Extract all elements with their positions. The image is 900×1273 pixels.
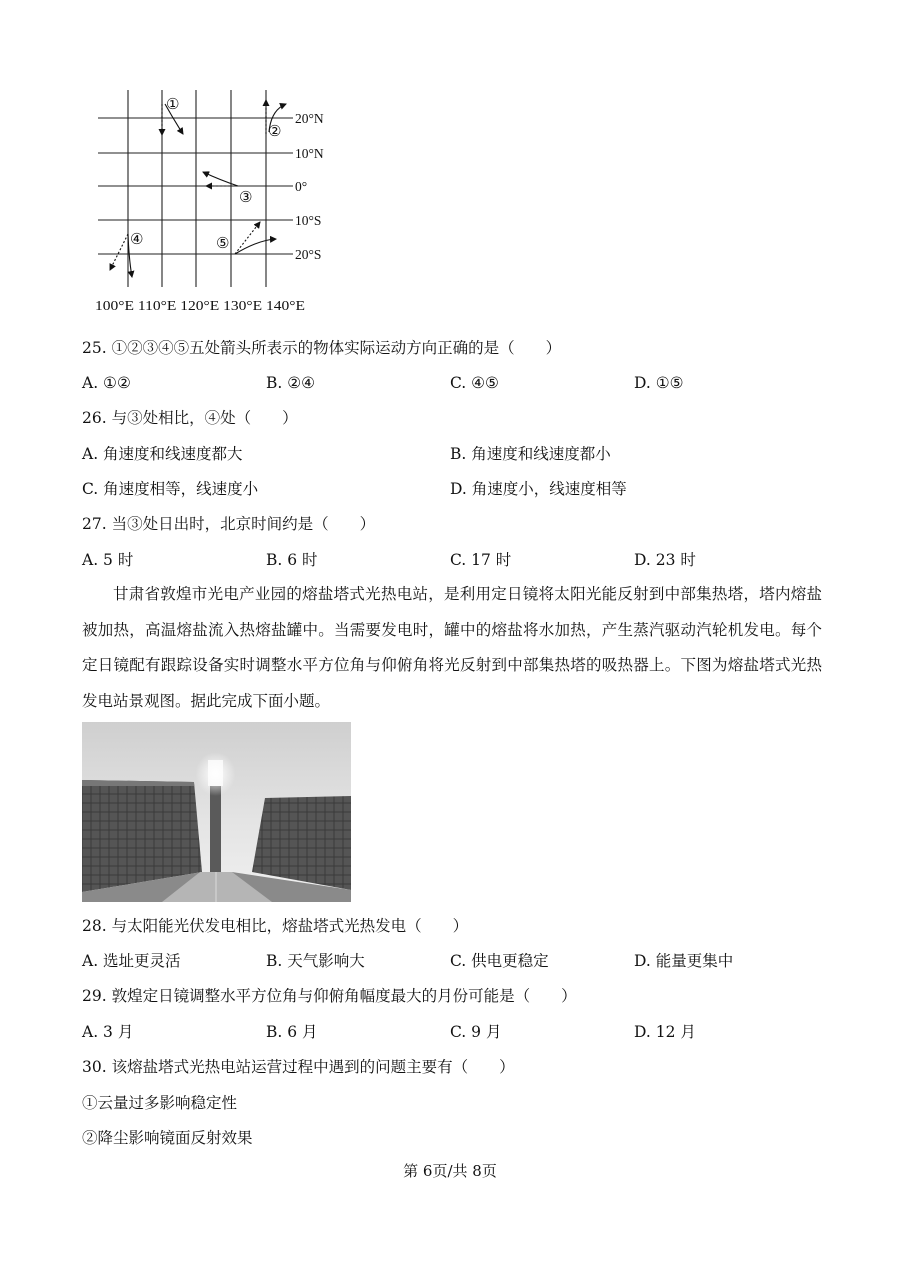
q27-option-a: A. 5 时: [82, 551, 134, 569]
solar-tower-photo: [82, 722, 351, 902]
lat-label-20s: 20°S: [295, 247, 322, 262]
q26-option-d: D. 角速度小，线速度相等: [450, 480, 627, 498]
marker-5: ⑤: [216, 234, 230, 252]
q27-option-d: D. 23 时: [634, 551, 696, 569]
marker-3: ③: [239, 188, 253, 206]
q29-option-c: C. 9 月: [450, 1023, 502, 1041]
q29-option-a: A. 3 月: [82, 1023, 134, 1041]
q29-option-d: D. 12 月: [634, 1023, 696, 1041]
q29-option-b: B. 6 月: [266, 1023, 318, 1041]
q28-stem: 28. 与太阳能光伏发电相比，熔盐塔式光热发电（ ）: [82, 917, 469, 935]
lat-label-20n: 20°N: [295, 111, 324, 126]
q27-option-b: B. 6 时: [266, 551, 318, 569]
q28-option-a: A. 选址更灵活: [82, 952, 181, 970]
q26-option-a: A. 角速度和线速度都大: [82, 445, 243, 463]
lat-label-10s: 10°S: [295, 213, 322, 228]
q25-option-a: A. ①②: [82, 374, 131, 392]
marker-2: ②: [268, 122, 282, 140]
page-number-footer: 第 6页/共 8页: [403, 1162, 497, 1180]
lat-lon-grid-diagram: [88, 82, 348, 317]
lon-labels: 100°E 110°E 120°E 130°E 140°E: [95, 298, 305, 313]
q25-option-b: B. ②④: [266, 374, 316, 392]
q30-stem: 30. 该熔盐塔式光热电站运营过程中遇到的问题主要有（ ）: [82, 1058, 515, 1076]
q26-stem: 26. 与③处相比，④处（ ）: [82, 409, 298, 427]
q30-item-2: ②降尘影响镜面反射效果: [82, 1129, 253, 1147]
q30-item-1: ①云量过多影响稳定性: [82, 1094, 238, 1112]
passage-text: 甘肃省敦煌市光电产业园的熔盐塔式光热电站，是利用定日镜将太阳光能反射到中部集热塔，塔内熔盐被加热，高温熔盐流入热熔盐罐中。当需要发电时，罐中的熔盐将水加热，产生蒸汽驱动汽轮机发电。每个定日镜配有跟踪设备实时调整水平方位角与仰俯角将光反射到中部集热塔的吸热器上。下图为熔盐塔式光热发电站景观图。据此完成下面小题。: [82, 585, 822, 710]
grid-lines: [98, 90, 293, 287]
arrows: [110, 100, 286, 277]
q27-option-c: C. 17 时: [450, 551, 512, 569]
q25-stem: 25. ①②③④⑤五处箭头所表示的物体实际运动方向正确的是（ ）: [82, 339, 562, 357]
q28-option-d: D. 能量更集中: [634, 952, 734, 970]
q28-option-c: C. 供电更稳定: [450, 952, 549, 970]
q25-option-d: D. ①⑤: [634, 374, 684, 392]
marker-4: ④: [130, 230, 144, 248]
q28-option-b: B. 天气影响大: [266, 952, 365, 970]
q27-stem: 27. 当③处日出时，北京时间约是（ ）: [82, 515, 376, 533]
marker-1: ①: [166, 95, 180, 113]
q26-option-b: B. 角速度和线速度都小: [450, 445, 611, 463]
lat-label-10n: 10°N: [295, 146, 324, 161]
lat-label-0: 0°: [295, 179, 308, 194]
q26-option-c: C. 角速度相等，线速度小: [82, 480, 259, 498]
q25-option-c: C. ④⑤: [450, 374, 499, 392]
q29-stem: 29. 敦煌定日镜调整水平方位角与仰俯角幅度最大的月份可能是（ ）: [82, 987, 577, 1005]
